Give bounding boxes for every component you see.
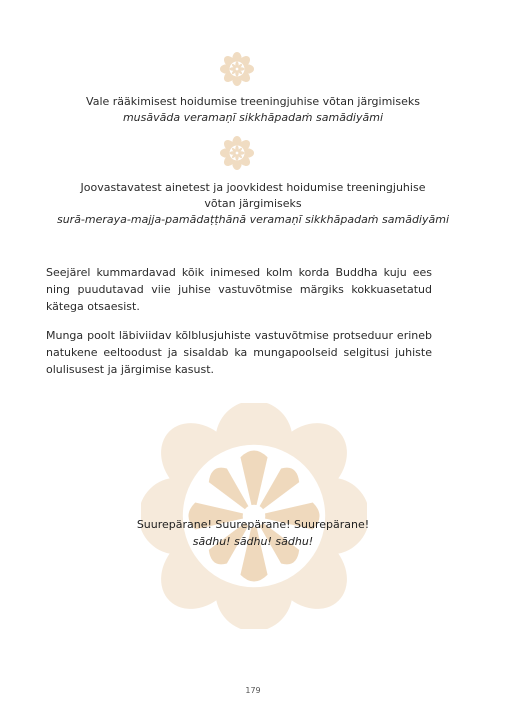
acclaim-estonian: Suurepärane! Suurepärane! Suurepärane! (136, 518, 370, 531)
precept-block-1 (30, 94, 476, 126)
precept-2-estonian-line2: võtan järgimiseks (204, 197, 302, 210)
precept-1-pali: musāvāda veramaṇī sikkhāpadaṁ samādiyāmi (122, 111, 384, 124)
precept-block-2 (30, 180, 476, 228)
precept-2-pali: surā-meraya-majja-pamādaṭṭhānā veramaṇī sikkhāpadaṁ samādiyāmi (56, 213, 450, 226)
lotus-ornament-icon (220, 136, 254, 170)
lotus-ornament-icon (220, 52, 254, 86)
paragraph-1: Seejärel kummardavad kõik inimesed kolm korda Buddha kuju ees ning puudutavad viie juhise vastuvõtmise märgiks kokkuasetatud kätega otsaesist. (46, 266, 432, 313)
page-number: 179 (245, 686, 261, 695)
paragraph-2: Munga poolt läbiviidav kõlblusjuhiste vastuvõtmise protseduur erineb natukene eeltoodust ja sisaldab ka mungapoolseid selgitusi juhiste olulisusest ja järgimise kasust. (46, 329, 432, 376)
precept-1-estonian: Vale rääkimisest hoidumise treeningjuhise võtan järgimiseks (86, 95, 420, 108)
acclaim-block (100, 516, 406, 550)
acclaim-pali: sādhu! sādhu! sādhu! (192, 535, 314, 548)
precept-2-estonian-line1: Joovastavatest ainetest ja joovkidest hoidumise treeningjuhise (80, 181, 426, 194)
